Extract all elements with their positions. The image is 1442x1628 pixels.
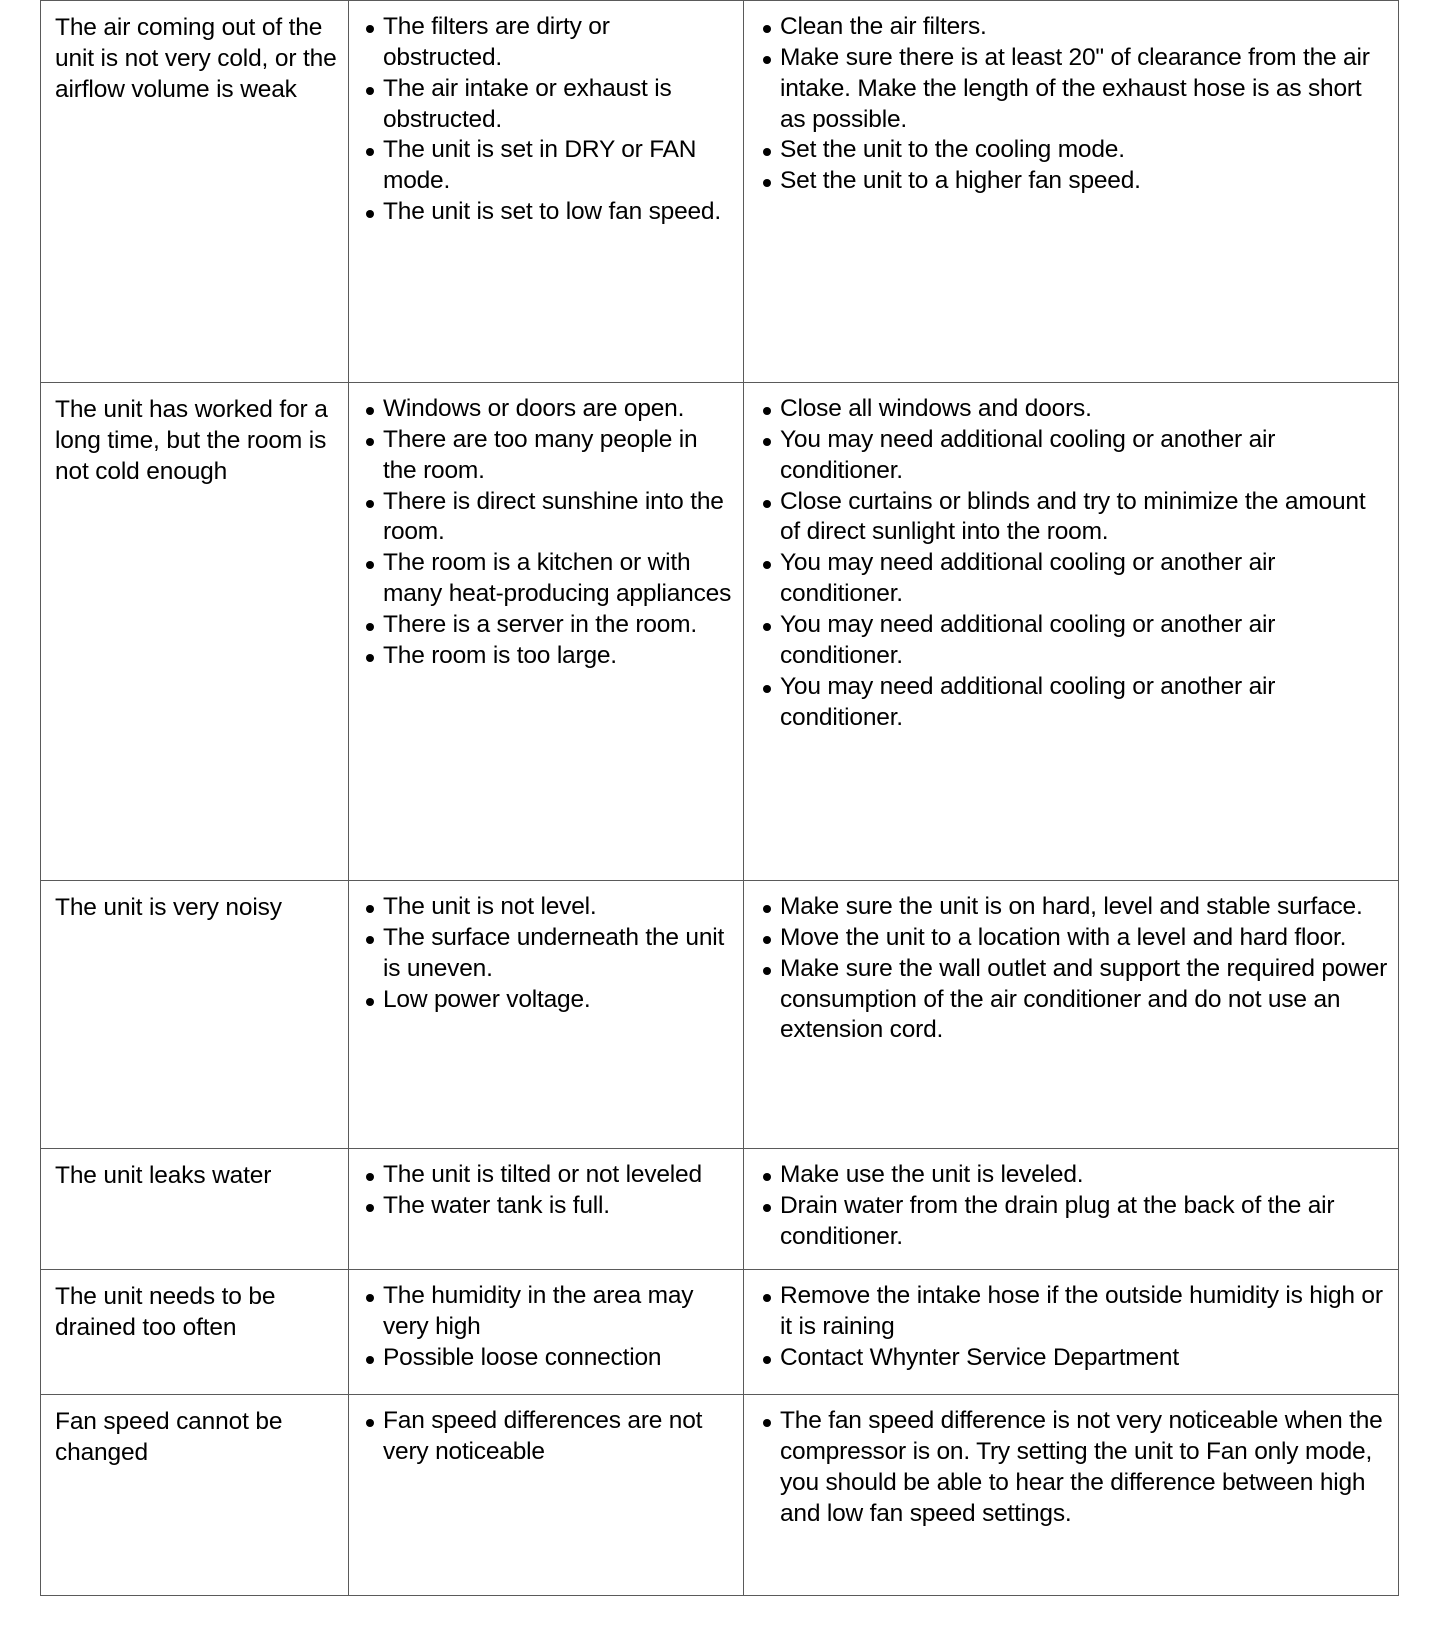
cause-list-wrapper [349, 881, 743, 1021]
remedy-list [750, 1406, 1388, 1529]
problem-text: Fan speed cannot be changed [55, 1408, 283, 1466]
cause-list-wrapper [349, 1395, 743, 1474]
remedy-item: Set the unit to the cooling mode. [750, 135, 1388, 166]
cause-list [353, 394, 735, 672]
remedy-list-wrapper [744, 383, 1398, 739]
remedy-list-wrapper [744, 1149, 1398, 1259]
problem-text: The unit is very noisy [55, 894, 282, 921]
cause-item: There is direct sunshine into the room. [353, 487, 735, 549]
cause-item: The air intake or exhaust is obstructed. [353, 74, 735, 136]
remedy-item: Contact Whynter Service Department [750, 1343, 1388, 1374]
suggested-remedy-cell [744, 1395, 1399, 1596]
suggested-remedy-cell [744, 1149, 1399, 1270]
remedy-item: Clean the air filters. [750, 12, 1388, 43]
troubleshooting-table [40, 0, 1399, 1596]
cause-list-wrapper [349, 1270, 743, 1380]
table-row [41, 1, 1399, 383]
remedy-list [750, 1281, 1388, 1374]
cause-item: The unit is tilted or not leveled [353, 1160, 735, 1191]
cause-item: Possible loose connection [353, 1343, 735, 1374]
cause-item: The unit is not level. [353, 892, 735, 923]
problem-text: The unit needs to be drained too often [55, 1283, 276, 1341]
remedy-item: You may need additional cooling or another air conditioner. [750, 610, 1388, 672]
cause-list [353, 1281, 735, 1374]
cause-item: Fan speed differences are not very noticeable [353, 1406, 735, 1468]
troubleshooting-table-body [41, 1, 1399, 1596]
cause-list [353, 12, 735, 228]
remedy-list-wrapper [744, 1395, 1398, 1535]
possible-cause-cell [349, 881, 744, 1149]
cause-item: The surface underneath the unit is uneven. [353, 923, 735, 985]
remedy-item: You may need additional cooling or another air conditioner. [750, 425, 1388, 487]
remedy-list [750, 12, 1388, 197]
remedy-item: Move the unit to a location with a level and hard floor. [750, 923, 1388, 954]
cause-item: There are too many people in the room. [353, 425, 735, 487]
cause-list-wrapper [349, 1149, 743, 1228]
problem-cell [41, 881, 349, 1149]
remedy-item: Close all windows and doors. [750, 394, 1388, 425]
remedy-item: Set the unit to a higher fan speed. [750, 166, 1388, 197]
suggested-remedy-cell [744, 1, 1399, 383]
remedy-item: Remove the intake hose if the outside humidity is high or it is raining [750, 1281, 1388, 1343]
possible-cause-cell [349, 383, 744, 881]
cause-item: The unit is set to low fan speed. [353, 197, 735, 228]
problem-cell [41, 1395, 349, 1596]
problem-cell [41, 1149, 349, 1270]
remedy-item: Close curtains or blinds and try to minimize the amount of direct sunlight into the room. [750, 487, 1388, 549]
cause-item: The humidity in the area may very high [353, 1281, 735, 1343]
problem-cell [41, 1270, 349, 1395]
problem-text: The air coming out of the unit is not very cold, or the airflow volume is weak [55, 14, 337, 103]
cause-item: The unit is set in DRY or FAN mode. [353, 135, 735, 197]
table-row [41, 383, 1399, 881]
cause-list [353, 1406, 735, 1468]
problem-cell [41, 383, 349, 881]
remedy-list [750, 892, 1388, 1046]
suggested-remedy-cell [744, 383, 1399, 881]
remedy-list [750, 394, 1388, 733]
table-row [41, 881, 1399, 1149]
remedy-item: Make sure the unit is on hard, level and stable surface. [750, 892, 1388, 923]
remedy-item: You may need additional cooling or another air conditioner. [750, 672, 1388, 734]
remedy-item: Drain water from the drain plug at the back of the air conditioner. [750, 1191, 1388, 1253]
possible-cause-cell [349, 1270, 744, 1395]
cause-item: There is a server in the room. [353, 610, 735, 641]
cause-list-wrapper [349, 383, 743, 678]
remedy-list-wrapper [744, 1, 1398, 203]
cause-item: The room is a kitchen or with many heat-producing appliances [353, 548, 735, 610]
cause-item: The room is too large. [353, 641, 735, 672]
possible-cause-cell [349, 1149, 744, 1270]
remedy-item: Make sure there is at least 20" of clearance from the air intake. Make the length of the exhaust hose is as short as possible. [750, 43, 1388, 136]
possible-cause-cell [349, 1395, 744, 1596]
suggested-remedy-cell [744, 881, 1399, 1149]
problem-cell [41, 1, 349, 383]
remedy-item: Make use the unit is leveled. [750, 1160, 1388, 1191]
table-row [41, 1270, 1399, 1395]
remedy-list-wrapper [744, 881, 1398, 1052]
suggested-remedy-cell [744, 1270, 1399, 1395]
cause-item: The water tank is full. [353, 1191, 735, 1222]
remedy-list-wrapper [744, 1270, 1398, 1380]
table-row [41, 1395, 1399, 1596]
table-row [41, 1149, 1399, 1270]
cause-item: The filters are dirty or obstructed. [353, 12, 735, 74]
cause-list-wrapper [349, 1, 743, 234]
remedy-list [750, 1160, 1388, 1253]
possible-cause-cell [349, 1, 744, 383]
remedy-item: You may need additional cooling or another air conditioner. [750, 548, 1388, 610]
cause-item: Low power voltage. [353, 985, 735, 1016]
remedy-item: Make sure the wall outlet and support the required power consumption of the air conditioner and do not use an extension cord. [750, 954, 1388, 1047]
problem-text: The unit leaks water [55, 1162, 272, 1189]
cause-list [353, 892, 735, 1015]
problem-text: The unit has worked for a long time, but the room is not cold enough [55, 396, 328, 485]
cause-list [353, 1160, 735, 1222]
remedy-item: The fan speed difference is not very noticeable when the compressor is on. Try setting the unit to Fan only mode, you should be able to hear the difference between high and low fan speed settings. [750, 1406, 1388, 1529]
cause-item: Windows or doors are open. [353, 394, 735, 425]
